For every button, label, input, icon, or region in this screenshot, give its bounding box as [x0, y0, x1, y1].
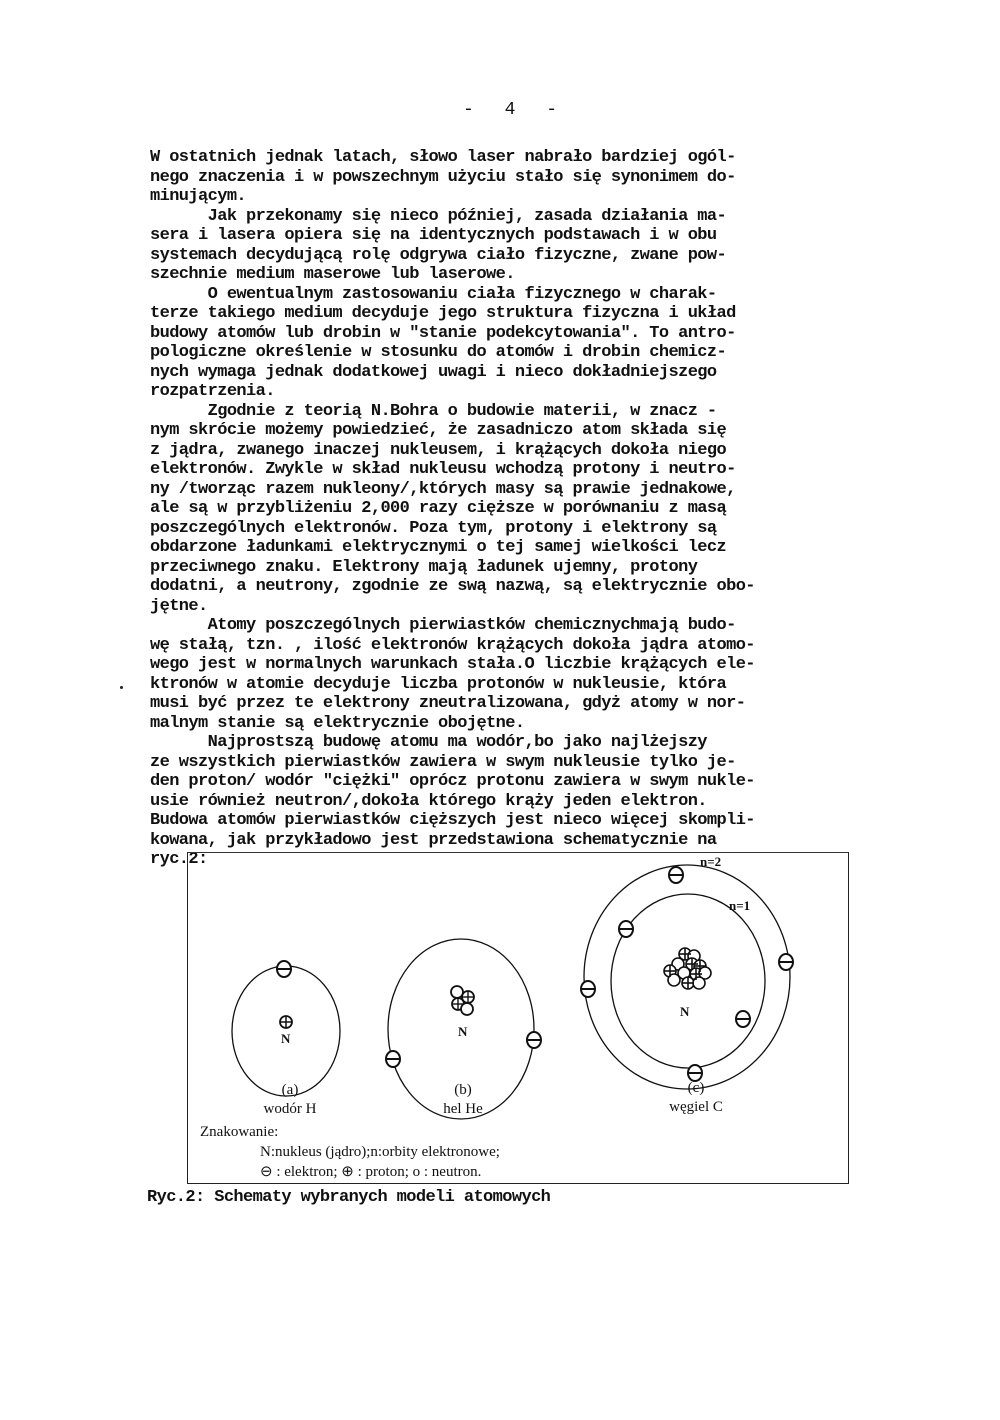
legend-line-1: N:nukleus (jądro);n:orbity elektronowe;	[260, 1144, 500, 1160]
text-line: W ostatnich jednak latach, słowo laser nabrało bardziej ogól-	[150, 148, 736, 167]
electron-icon	[619, 921, 633, 937]
text-line: ale są w przybliżeniu 2,000 razy cięższe w porównaniu z masą	[150, 499, 727, 518]
text-line: Najprostszą budowę atomu ma wodór,bo jako najlżejszy	[150, 733, 707, 752]
text-line: szechnie medium maserowe lub laserowe.	[150, 265, 515, 284]
text-line: obdarzone ładunkami elektrycznymi o tej samej wielkości lecz	[150, 538, 727, 557]
margin-mark	[120, 686, 123, 689]
text-line: elektronów. Zwykle w skład nukleusu wchodzą protony i neutro-	[150, 460, 736, 479]
text-line: wę stałą, tzn. , ilość elektronów krążących dokoła jądra atomo-	[150, 635, 755, 655]
text-line: minującym.	[150, 187, 247, 206]
body-text	[150, 148, 910, 870]
atom-hydrogen	[232, 961, 340, 1096]
text-line: budowy atomów lub drobin w "stanie podekcytowania". To antro-	[150, 323, 736, 343]
electron-icon	[277, 961, 291, 977]
electron-icon	[736, 1011, 750, 1027]
text-line: ny /tworząc razem nukleony/,których masy są prawie jednakowe,	[150, 479, 736, 499]
text-line: nego znaczenia i w powszechnym użyciu stało się synonimem do-	[150, 167, 736, 187]
text-line: ryc.2:	[150, 850, 208, 869]
text-line: den proton/ wodór "ciężki" oprócz protonu zawiera w swym nukle-	[150, 772, 755, 791]
nucleus-label: N	[458, 1024, 468, 1039]
text-line: wego jest w normalnych warunkach stała.O liczbie krążących ele-	[150, 655, 755, 674]
text-line: malnym stanie są elektrycznie obojętne.	[150, 713, 525, 733]
text-line: systemach decydującą rolę odgrywa ciało fizyczne, zwane pow-	[150, 245, 727, 265]
text-line: z jądra, zwanego inaczej nukleusem, i krążących dokoła niego	[150, 440, 727, 460]
text-line: sera i lasera opiera się na identycznych podstawach i w obu	[150, 226, 717, 245]
electron-icon	[688, 1065, 702, 1081]
nucleus	[451, 986, 474, 1015]
atom-name-a: wodór H	[263, 1101, 317, 1117]
atom-name-c: węgiel C	[669, 1099, 723, 1115]
electron-icon	[386, 1051, 400, 1067]
nucleus-label: N	[281, 1031, 291, 1046]
text-line: nych wymaga jednak dodatkowej uwagi i nieco dokładniejszego	[150, 362, 717, 382]
legend-line-2: ⊖ : elektron; ⊕ : proton; o : neutron.	[260, 1164, 482, 1180]
electron-icon	[527, 1032, 541, 1048]
text-line: ze wszystkich pierwiastków zawiera w swym nukleusie tylko je-	[150, 752, 736, 772]
figure-atom-models	[187, 852, 849, 1184]
proton-icon	[280, 1016, 292, 1028]
text-line: pologiczne określenie w stosunku do atomów i drobin chemicz-	[150, 343, 727, 362]
text-line: Jak przekonamy się nieco później, zasada działania ma-	[150, 206, 727, 226]
electron-icon	[779, 954, 793, 970]
text-line: Atomy poszczególnych pierwiastków chemicznychmają budo-	[150, 616, 736, 635]
text-line: musi być przez te elektrony zneutralizowana, gdyż atomy w nor-	[150, 694, 746, 713]
nucleus-label: N	[680, 1004, 690, 1019]
text-line: nym skrócie możemy powiedzieć, że zasadniczo atom składa się	[150, 421, 727, 440]
text-line: O ewentualnym zastosowaniu ciała fizycznego w charak-	[150, 284, 717, 304]
text-line: terze takiego medium decyduje jego struktura fizyczna i układ	[150, 304, 736, 323]
atom-label-a: (a)	[281, 1082, 299, 1098]
text-line: Budowa atomów pierwiastków cięższych jest nieco więcej skompli-	[150, 811, 755, 830]
text-line: ktronów w atomie decyduje liczba protonów w nukleusie, która	[150, 674, 727, 694]
text-line: Zgodnie z teorią N.Bohra o budowie materii, w znacz -	[150, 401, 717, 421]
atom-label-b: (b)	[454, 1082, 472, 1098]
orbit-label-n2: n=2	[700, 854, 722, 869]
text-line: poszczególnych elektronów. Poza tym, protony i elektrony są	[150, 518, 717, 538]
nucleus	[664, 948, 711, 989]
atom-carbon	[581, 854, 793, 1089]
electron-icon	[581, 981, 595, 997]
text-line: przeciwnego znaku. Elektrony mają ładunek ujemny, protony	[150, 557, 698, 577]
text-line: rozpatrzenia.	[150, 382, 275, 401]
electron-icon	[669, 867, 683, 883]
figure-caption: Ryc.2: Schematy wybranych modeli atomowych	[147, 1188, 551, 1207]
atom-label-c: (c)	[687, 1080, 705, 1096]
orbit-label-n1: n=1	[729, 898, 751, 913]
atom-name-b: hel He	[443, 1101, 483, 1117]
text-line: jętne.	[150, 596, 208, 616]
text-line: dodatni, a neutrony, zgodnie ze swą nazwą, są elektrycznie obo-	[150, 577, 755, 596]
page-number: - 4 -	[462, 100, 567, 120]
legend-title: Znakowanie:	[200, 1124, 279, 1140]
text-line: usie również neutron/,dokoła którego krąży jeden elektron.	[150, 791, 707, 811]
text-line: kowana, jak przykładowo jest przedstawiona schematycznie na	[150, 830, 717, 850]
atom-diagram	[188, 853, 848, 1183]
